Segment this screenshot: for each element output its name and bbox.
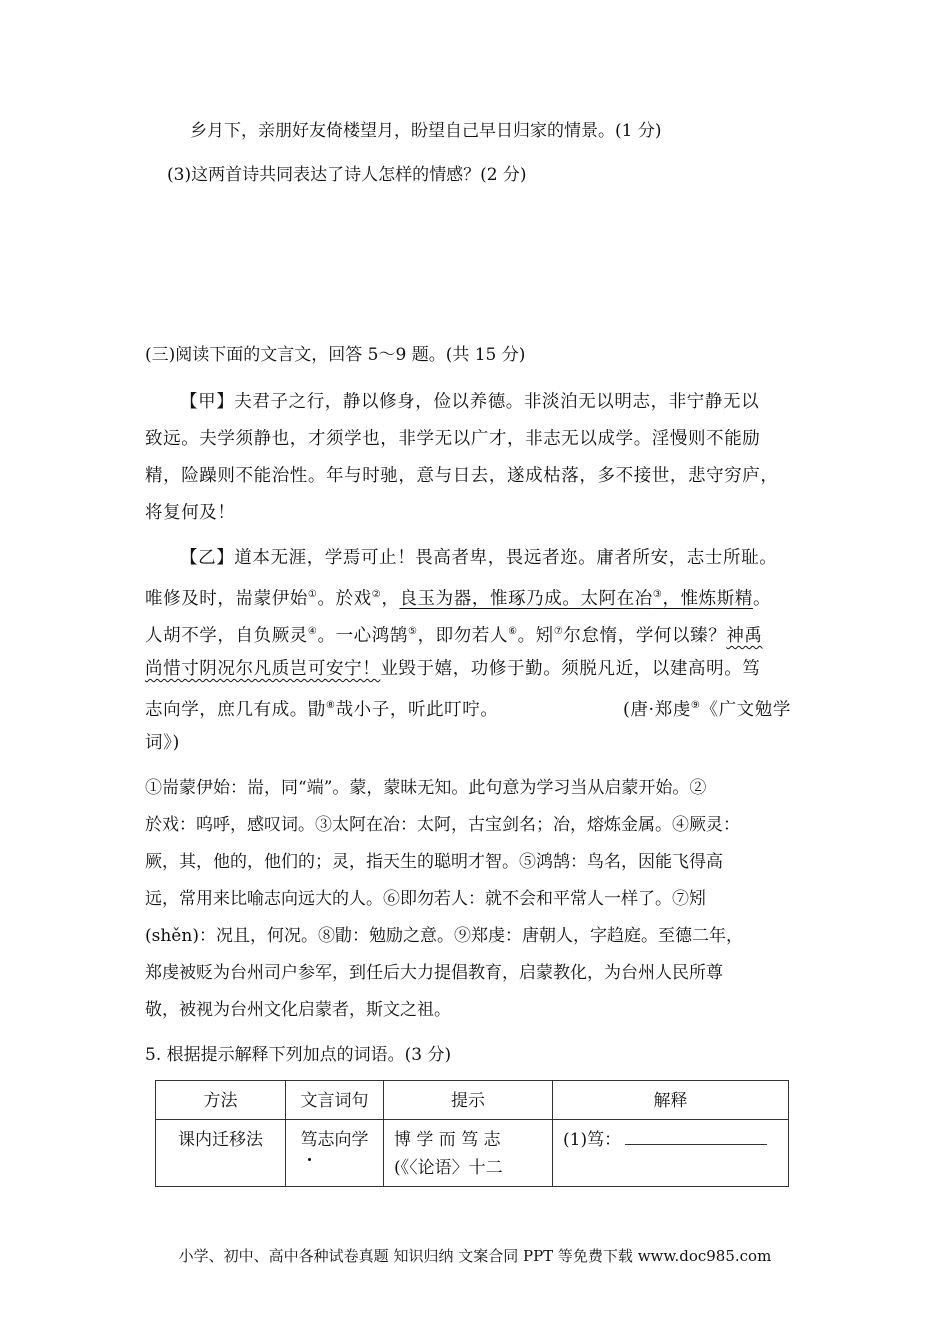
text-span: 人胡不学，自负厥灵 (145, 625, 308, 646)
text-span: ，即勿若人 (417, 625, 509, 646)
text-span: ， (381, 588, 400, 609)
passage-jia-line: 精，险躁则不能治性。年与时驰，意与日去，遂成枯落，多不接世，悲守穷庐， (145, 466, 779, 486)
passage-yi-line (145, 694, 498, 722)
footnote-mark: ④ (307, 626, 318, 637)
text-span: 唯修及时，耑蒙伊始 (145, 588, 308, 609)
footnote-mark: ⑤ (407, 626, 418, 637)
table-header-method: 方法 (156, 1081, 286, 1120)
text-span: 。矧 (517, 625, 554, 646)
note-line: 敬，被视为台州文化启蒙者，斯文之祖。 (145, 1000, 451, 1020)
note-line: 厥，其，他的，他们的；灵，指天生的聪明才智。⑤鸿鹄：鸟名，因能飞得高 (145, 852, 723, 872)
question-5-title: 5. 根据提示解释下列加点的词语。(3 分) (145, 1045, 452, 1065)
section-title: (三)阅读下面的文言文，回答 5～9 题。(共 15 分) (145, 345, 526, 365)
answer-label: (1)笃： (563, 1130, 622, 1150)
note-line: 郑虔被贬为台州司户参军，到任后大力提倡教育，启蒙教化，为台州人民所尊 (145, 963, 723, 983)
method-cell: 课内迁移法 (156, 1120, 286, 1187)
note-line: 於戏：呜呼，感叹词。③太阿在冶：太阿，古宝剑名；冶，熔炼金属。④厥灵： (145, 815, 740, 835)
passage-jia-line: 将复何及！ (145, 503, 236, 523)
text-span: 尔怠惰，学何以臻？ (563, 625, 727, 646)
hint-cell (384, 1120, 553, 1187)
hint-line: 博 学 而 笃 志 (394, 1130, 501, 1150)
footnote-mark: ③ (652, 589, 663, 600)
question-3: (3)这两首诗共同表达了诗人怎样的情感？(2 分) (167, 165, 527, 185)
text-span: 业毁于嬉，功修于勤。须脱凡近，以建高明。笃 (380, 659, 761, 679)
phrase-rest: 志向学 (317, 1130, 369, 1150)
hint-line: (《〈论语〉十二 (394, 1158, 503, 1178)
text-span: 。 (752, 588, 772, 609)
wavy-underlined-sentence: 神禹 (726, 625, 763, 646)
note-line: 远，常用来比喻志向远大的人。⑥即勿若人：就不会和平常人一样了。⑦矧 (145, 889, 706, 909)
passage-jia-line: 致远。夫学须静也，才须学也，非学无以广才，非志无以成学。淫慢则不能励 (145, 429, 761, 449)
text-span: 志向学，庶几有成。勖 (145, 699, 326, 720)
answer-blank[interactable] (625, 1126, 767, 1145)
table-header-phrase: 文言词句 (286, 1081, 384, 1120)
note-line: ①耑蒙伊始：耑，同“端”。蒙，蒙昧无知。此句意为学习当从启蒙开始。② (145, 778, 707, 798)
answer-cell (553, 1120, 789, 1187)
passage-yi-line (145, 657, 760, 681)
text-span: 。於戏 (317, 588, 372, 609)
footnote-mark: ⑦ (553, 626, 564, 637)
footnote-mark: ⑧ (326, 700, 336, 711)
answer-table (155, 1080, 789, 1187)
page-footer: 小学、初中、高中各种试卷真题 知识归纳 文案合同 PPT 等免费下载 www.doc985.com (178, 1247, 772, 1265)
text-span: 哉小子，听此叮咛。 (335, 699, 499, 720)
footnote-mark: ⑨ (690, 700, 701, 711)
table-header-hint: 提示 (384, 1081, 553, 1120)
passage-jia-line: 【甲】夫君子之行，静以修身，俭以养德。非淡泊无以明志，非宁静无以 (180, 392, 760, 412)
dotted-word: 笃 (301, 1126, 318, 1154)
passage-source-end: 词》) (145, 733, 180, 753)
passage-yi-line (145, 620, 763, 648)
footnote-mark: ① (307, 589, 318, 600)
phrase-cell (286, 1120, 384, 1187)
passage-yi-line (145, 583, 771, 611)
underlined-sentence: 良玉为器，惟琢乃成。太阿在冶③，惟炼斯精 (399, 588, 753, 609)
table-row (156, 1120, 789, 1187)
wavy-underlined-sentence: 尚惜寸阴况尔凡质岂可安宁！ (145, 659, 381, 679)
table-header-answer: 解释 (553, 1081, 789, 1120)
footnote-mark: ⑥ (508, 626, 518, 637)
note-line: (shěn)：况且，何况。⑧勖：勉励之意。⑨郑虔：唐朝人，字趋庭。至德二年， (145, 926, 743, 946)
text-span: 。一心鸿鹄 (317, 625, 408, 646)
footnote-mark: ② (371, 589, 382, 600)
passage-source: (唐·郑虔⑨《广文勉学 (623, 699, 791, 720)
prev-answer-line: 乡月下，亲朋好友倚楼望月，盼望自己早日归家的情景。(1 分) (190, 121, 662, 141)
passage-yi-line: 【乙】道本无涯，学焉可止！畏高者卑，畏远者迩。庸者所安，志士所耻。 (180, 548, 778, 568)
table-header-row (156, 1081, 789, 1120)
